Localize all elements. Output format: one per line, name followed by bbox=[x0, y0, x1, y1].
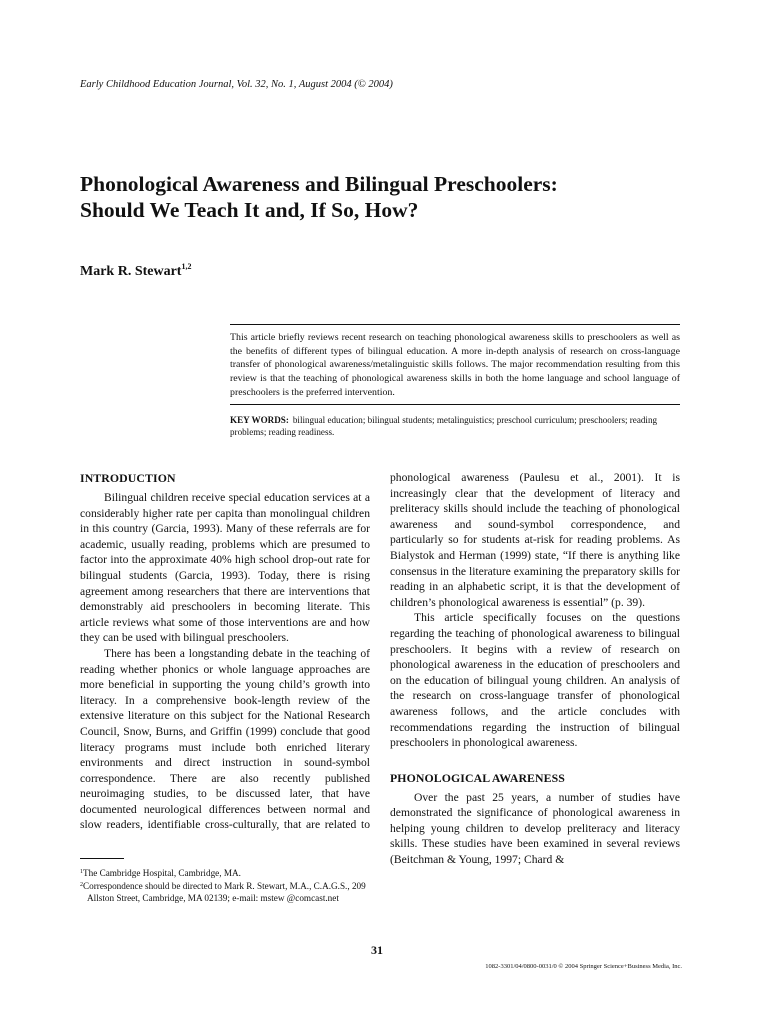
introduction-paragraph-1: Bilingual children receive special education services at a considerably higher rate per capita than monolingual children in this country (Garcia, 1993). Many of these referrals are for academic, usually reading, problems which are presumed to factor into the approximate 40% high school drop-out rate for bilingual students (Garcia, 1993). Today, there is rising agreement among researchers that there are interventions that demonstrably aid preschoolers in becoming literate. This article reviews what some of those interventions are and how they can be used with bilingual preschoolers. bbox=[80, 491, 370, 645]
keywords-label: KEY WORDS: bbox=[230, 415, 289, 425]
abstract-top-rule bbox=[230, 324, 680, 325]
left-column bbox=[80, 470, 370, 833]
article-title-line-1: Phonological Awareness and Bilingual Preschoolers: bbox=[80, 172, 558, 196]
footnote-1-mark: 1 bbox=[80, 869, 83, 875]
author-affiliation-marks: 1,2 bbox=[181, 262, 192, 271]
introduction-paragraph-2-continued: phonological awareness (Paulesu et al., 2001). It is increasingly clear that the development of literacy and preliteracy skills should include the teaching of phonological awareness and sound-symbol correspondence, and particularly so for students at-risk for reading problems. As Bialystok and Herman (1999) state, “If there is anything like consensus in the literature examining the preparatory skills for reading in an alphabetic script, it is that the development of children’s phonological awareness is essential” (p. 39). bbox=[390, 471, 680, 609]
page-number: 31 bbox=[371, 943, 383, 957]
footnote-1-text: The Cambridge Hospital, Cambridge, MA. bbox=[83, 868, 241, 878]
footnote-2-mark: 2 bbox=[80, 882, 83, 889]
footnote-2 bbox=[80, 879, 370, 904]
article-title bbox=[80, 171, 700, 223]
author-line bbox=[80, 259, 191, 280]
right-column bbox=[390, 470, 680, 868]
footnotes bbox=[80, 866, 370, 905]
phonological-awareness-heading: PHONOLOGICAL AWARENESS bbox=[390, 770, 565, 785]
keywords bbox=[230, 415, 680, 438]
journal-citation: Early Childhood Education Journal, Vol. 32, No. 1, August 2004 (© 2004) bbox=[80, 79, 393, 90]
introduction-paragraph-3: This article specifically focuses on the questions regarding the teaching of phonological awareness to bilingual preschoolers. It begins with a review of research on phonological awareness in the education of preschoolers and on the education of bilingual young children. An analysis of the research on cross-language transfer of phonological awareness follows, and the article concludes with recommendations regarding the instruction of bilingual preschoolers in phonological awareness. bbox=[390, 611, 680, 750]
footnote-rule bbox=[80, 858, 124, 859]
introduction-heading: INTRODUCTION bbox=[80, 471, 176, 485]
author-name: Mark R. Stewart bbox=[80, 264, 182, 279]
footnote-2-text: Correspondence should be directed to Mark R. Stewart, M.A., C.A.G.S., 209 Allston Street, Cambridge, MA 02139; e-mail: mstew @comcast.net bbox=[83, 881, 366, 904]
introduction-paragraph-2: There has been a longstanding debate in the teaching of reading whether phonics or whole language approaches are more beneficial in supporting the young child’s growth into literacy. In a comprehensive book-length review of the extensive literature on this subject for the National Research Council, Snow, Burns, and Griffin (1999) conclude that good literacy programs must include both enriched literary environments and direct instruction in sound-symbol correspondence. There are also recently published neuroimaging studies, to be discussed later, that have documented neurological differences between normal and slow readers, identifiable cross-culturally, that are related to bbox=[80, 646, 370, 832]
abstract-bottom-rule bbox=[230, 404, 680, 405]
footnote-1 bbox=[80, 866, 370, 879]
phonological-awareness-paragraph-1: Over the past 25 years, a number of studies have demonstrated the significance of phonological awareness in helping young children to develop preliteracy and literacy skills. These studies have been examined in several reviews (Beitchman & Young, 1997; Chard & bbox=[390, 790, 680, 867]
abstract: This article briefly reviews recent research on teaching phonological awareness skills to preschoolers as well as the benefits of different types of bilingual education. A more in-depth analysis of research on cross-language transfer of phonological awareness/metalinguistic skills follows. The major recommendation resulting from this review is that the teaching of phonological awareness skills in both the home language and school language of preschoolers is the preferred intervention. bbox=[230, 332, 680, 398]
keywords-text: bilingual education; bilingual students; metalinguistics; preschool curriculum; preschoolers; reading problems; reading readiness. bbox=[230, 415, 658, 437]
copyright-line: 1082-3301/04/0800-0031/0 © 2004 Springer Science+Business Media, Inc. bbox=[485, 963, 682, 970]
article-title-line-2: Should We Teach It and, If So, How? bbox=[80, 198, 419, 222]
